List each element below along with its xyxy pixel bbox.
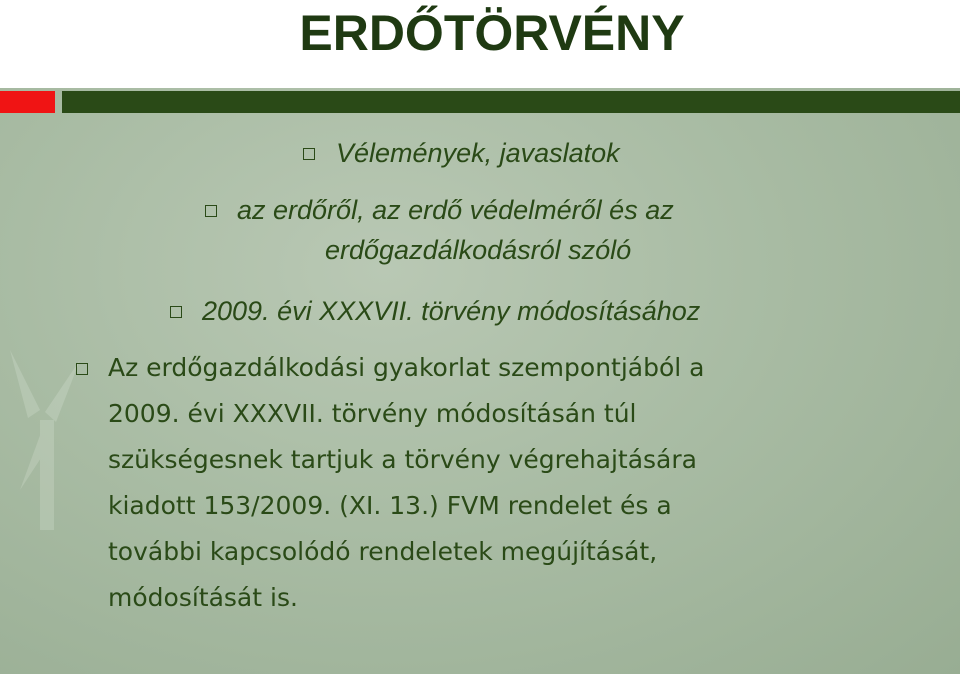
hollow-square-bullet-icon (170, 306, 182, 318)
hollow-square-bullet-icon (303, 148, 315, 160)
bullet-item-4-line-2: 2009. évi XXXVII. törvény módosításán túl (108, 399, 637, 428)
bullet-item-1 (336, 133, 620, 173)
bullet-item-2 (237, 190, 674, 270)
windmill-watermark-icon (0, 340, 110, 540)
bullet-item-1-line-1: Vélemények, javaslatok (336, 138, 620, 168)
bullet-item-4 (108, 345, 704, 621)
bullet-item-3-line-1: 2009. évi XXXVII. törvény módosításához (202, 296, 701, 326)
hollow-square-bullet-icon (76, 363, 88, 375)
bullet-item-3 (202, 291, 700, 331)
accent-bar-red (0, 91, 55, 113)
slide-title: ERDŐTÖRVÉNY (299, 5, 685, 61)
hollow-square-bullet-icon (205, 205, 217, 217)
bullet-item-4-line-6: módosítását is. (108, 583, 298, 612)
bullet-item-4-line-4: kiadott 153/2009. (XI. 13.) FVM rendelet és a (108, 491, 672, 520)
bullet-item-4-line-3: szükségesnek tartjuk a törvény végrehajtására (108, 445, 697, 474)
bullet-item-4-line-1: Az erdőgazdálkodási gyakorlat szempontjából a (108, 353, 705, 382)
bullet-item-4-line-5: további kapcsolódó rendeletek megújítását, (108, 537, 658, 566)
accent-bar-green (62, 91, 960, 113)
bullet-item-2-line-2: erdőgazdálkodásról szóló (325, 235, 632, 265)
bullet-item-2-line-1: az erdőről, az erdő védelméről és az (237, 195, 674, 225)
